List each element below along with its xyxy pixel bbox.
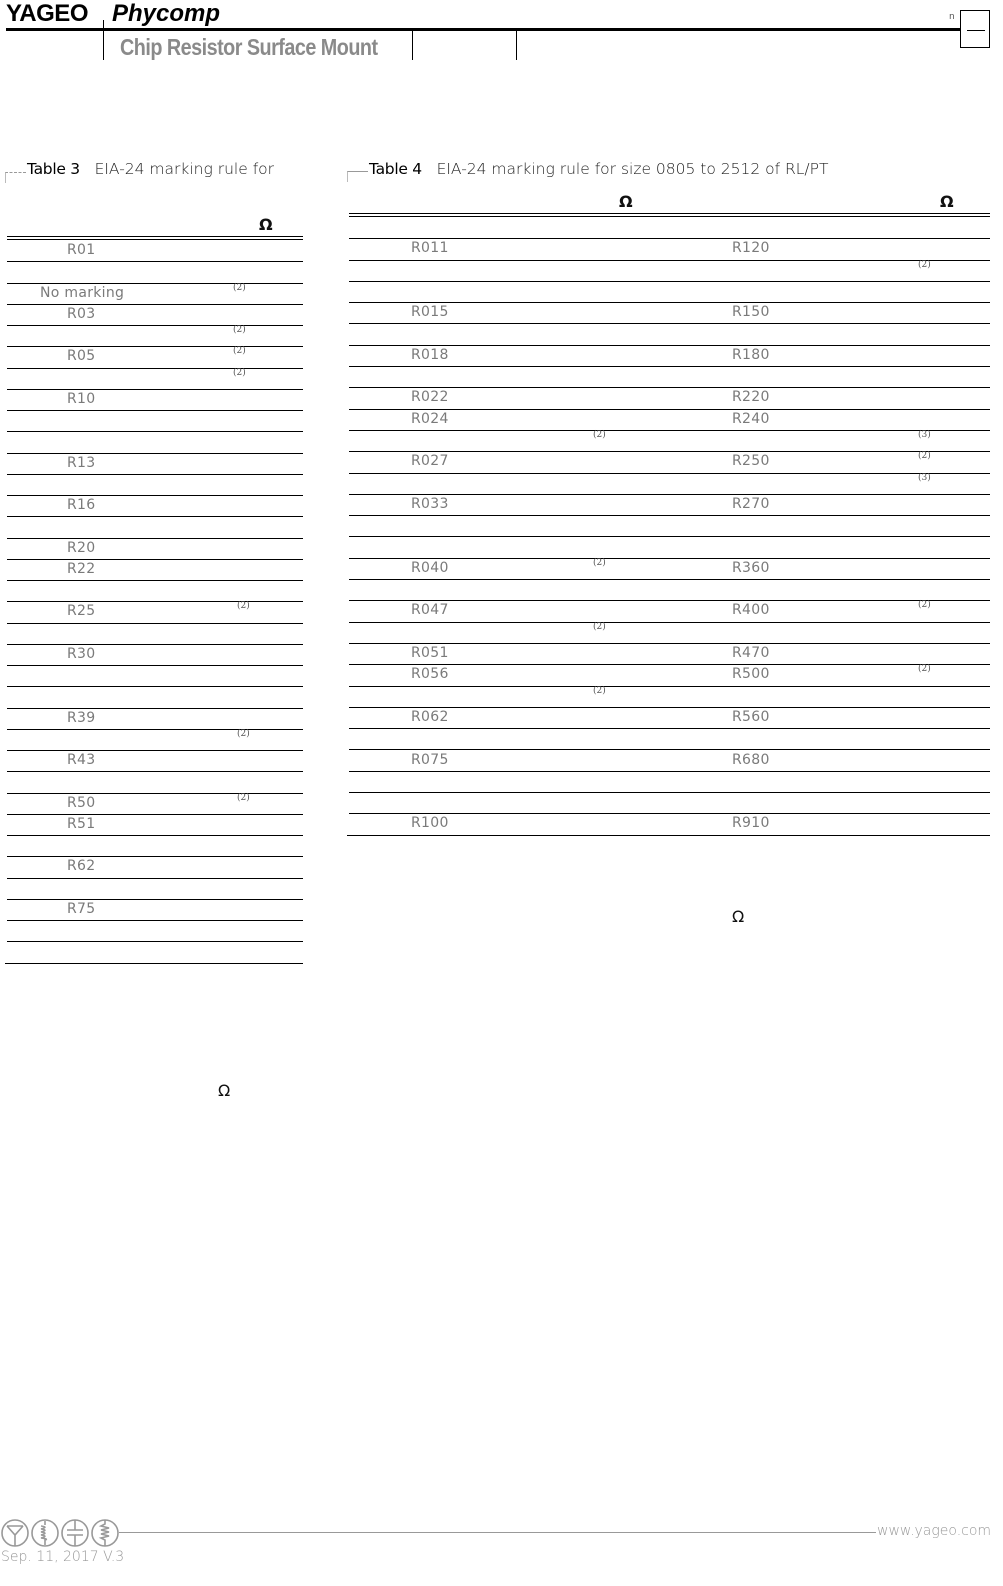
marking-code-right: R270 <box>732 495 770 512</box>
marking-code-right: R680 <box>732 751 770 768</box>
footnote-ref-left: (2) <box>593 621 606 632</box>
table3-caption-text: EIA-24 marking rule for <box>94 160 275 178</box>
table-row <box>0 920 320 941</box>
marking-code: R16 <box>67 497 96 513</box>
page-number-dash <box>967 30 985 31</box>
table3-footnote-unit: Ω <box>218 1081 231 1100</box>
marking-code: R01 <box>67 242 96 258</box>
resistor-icon <box>92 1520 118 1546</box>
table4-footnote-unit: Ω <box>732 907 745 926</box>
footnote-ref-right: (2) <box>918 664 931 675</box>
footnote-ref-left: (2) <box>593 685 606 696</box>
table-row <box>0 750 1003 771</box>
footnote-ref-right: (2) <box>918 451 931 462</box>
table3-caption <box>27 160 274 178</box>
table-row <box>0 515 1003 536</box>
marking-code-left: R051 <box>411 645 449 661</box>
header-divider-left <box>103 20 104 60</box>
marking-code: No marking <box>40 284 125 301</box>
marking-code-left: R011 <box>411 240 449 257</box>
marking-code: R13 <box>67 454 96 471</box>
marking-code-left: R018 <box>411 346 449 363</box>
marking-code-left: R024 <box>411 410 449 427</box>
table-row <box>0 813 1003 834</box>
table-row <box>0 409 1003 430</box>
antenna-icon <box>2 1520 28 1546</box>
footnote-ref-right: (2) <box>918 259 931 270</box>
marking-code-right: R470 <box>732 645 770 661</box>
table-row <box>0 643 1003 664</box>
table-row <box>0 707 1003 728</box>
table-row <box>0 387 1003 408</box>
table-row <box>0 771 1003 792</box>
table3-caption-marker <box>5 172 26 183</box>
table-row <box>0 494 1003 515</box>
table-row <box>0 281 1003 302</box>
table4-header-unit-left: Ω <box>619 192 633 211</box>
table-row <box>0 792 1003 813</box>
marking-code: R22 <box>67 560 96 577</box>
footnote-ref: (2) <box>233 282 246 293</box>
table-row <box>0 835 320 856</box>
row-rule <box>5 963 303 964</box>
phycomp-logo: Phycomp <box>112 0 221 27</box>
table4-caption-label: Table 4 <box>369 160 422 178</box>
table-row <box>0 473 1003 494</box>
marking-code-left: R033 <box>411 495 449 512</box>
table-row <box>0 600 1003 621</box>
marking-code-right: R120 <box>732 240 770 257</box>
inductor-icon <box>32 1520 58 1546</box>
marking-code-left: R015 <box>411 304 449 321</box>
marking-code: R25 <box>67 603 96 620</box>
marking-code-right: R180 <box>732 346 770 363</box>
marking-code-left: R056 <box>411 666 449 683</box>
table-row <box>0 878 320 899</box>
document-subtitle: Chip Resistor Surface Mount <box>120 34 378 60</box>
marking-code-left: R100 <box>411 815 449 832</box>
marking-code-right: R560 <box>732 708 770 725</box>
table-row <box>0 899 320 920</box>
header-rule <box>6 28 960 31</box>
marking-code-left: R062 <box>411 708 449 725</box>
marking-code: R39 <box>67 709 96 726</box>
marking-code: R43 <box>67 752 96 768</box>
table4-header-unit-right: Ω <box>940 192 954 211</box>
marking-code-left: R027 <box>411 453 449 470</box>
table-row <box>0 558 1003 579</box>
marking-code-right: R150 <box>732 304 770 321</box>
marking-code-left: R040 <box>411 559 449 576</box>
marking-code: R51 <box>67 815 96 832</box>
marking-code-right: R500 <box>732 666 770 683</box>
footnote-ref: (2) <box>237 601 250 612</box>
table-row <box>0 664 1003 685</box>
footer-rule <box>119 1532 876 1533</box>
marking-code-left: R075 <box>411 751 449 768</box>
marking-code-left: R047 <box>411 602 449 619</box>
table-row <box>0 366 1003 387</box>
table-row <box>0 579 1003 600</box>
marking-code: R62 <box>67 858 96 875</box>
marking-code-right: R220 <box>732 389 770 406</box>
footnote-ref: (2) <box>233 367 246 378</box>
header-divider-right <box>516 31 517 60</box>
marking-code-right: R240 <box>732 410 770 427</box>
footnote-ref-left: (2) <box>593 430 606 440</box>
table-row <box>0 217 1003 238</box>
table-row <box>0 728 1003 749</box>
table-row <box>0 302 1003 323</box>
table-row <box>0 856 320 877</box>
marking-code: R20 <box>67 539 96 556</box>
marking-code-right: R360 <box>732 559 770 576</box>
footer-icons <box>1 1518 121 1548</box>
marking-code-left: R022 <box>411 389 449 406</box>
footer-url[interactable]: www.yageo.com <box>877 1523 992 1539</box>
table4-caption-text: EIA-24 marking rule for size 0805 to 2512 of RL/PT <box>436 160 829 178</box>
footnote-ref: (2) <box>233 346 246 357</box>
footnote-ref-right: (3) <box>918 472 931 483</box>
marking-code: R10 <box>67 390 96 407</box>
marking-code: R50 <box>67 794 96 811</box>
table3-caption-label: Table 3 <box>27 160 80 178</box>
table-row <box>0 451 1003 472</box>
table-row <box>0 345 1003 366</box>
marking-code-right: R400 <box>732 602 770 619</box>
marking-code: R30 <box>67 645 96 662</box>
table-row <box>0 537 1003 558</box>
table3-header-unit: Ω <box>259 215 273 234</box>
marking-code-right: R250 <box>732 453 770 470</box>
footer-date-version: Sep. 11, 2017 V.3 <box>1 1549 125 1565</box>
marking-code-right: R910 <box>732 815 770 832</box>
table-row <box>0 238 1003 259</box>
table4-caption-marker <box>347 171 368 182</box>
marking-code: R75 <box>67 900 96 917</box>
footnote-ref: (2) <box>237 728 250 739</box>
table-row <box>0 686 1003 707</box>
page-number-box <box>960 10 990 48</box>
yageo-logo: YAGEO <box>6 0 88 27</box>
page-letter: n <box>949 12 955 22</box>
table-row <box>0 622 1003 643</box>
marking-code: R05 <box>67 348 96 365</box>
table-row <box>0 430 1003 451</box>
table-row <box>0 260 1003 281</box>
header-divider-mid <box>412 31 413 60</box>
table-row <box>0 324 1003 345</box>
marking-code: R03 <box>67 305 96 322</box>
row-rule <box>347 835 990 836</box>
capacitor-icon <box>62 1520 88 1546</box>
table4-caption <box>369 160 828 178</box>
footnote-ref-left: (2) <box>593 557 606 568</box>
footnote-ref-right: (3) <box>918 430 931 440</box>
footnote-ref-right: (2) <box>918 600 931 611</box>
footnote-ref: (2) <box>237 792 250 803</box>
footnote-ref: (2) <box>233 325 246 335</box>
table-row <box>0 941 320 962</box>
